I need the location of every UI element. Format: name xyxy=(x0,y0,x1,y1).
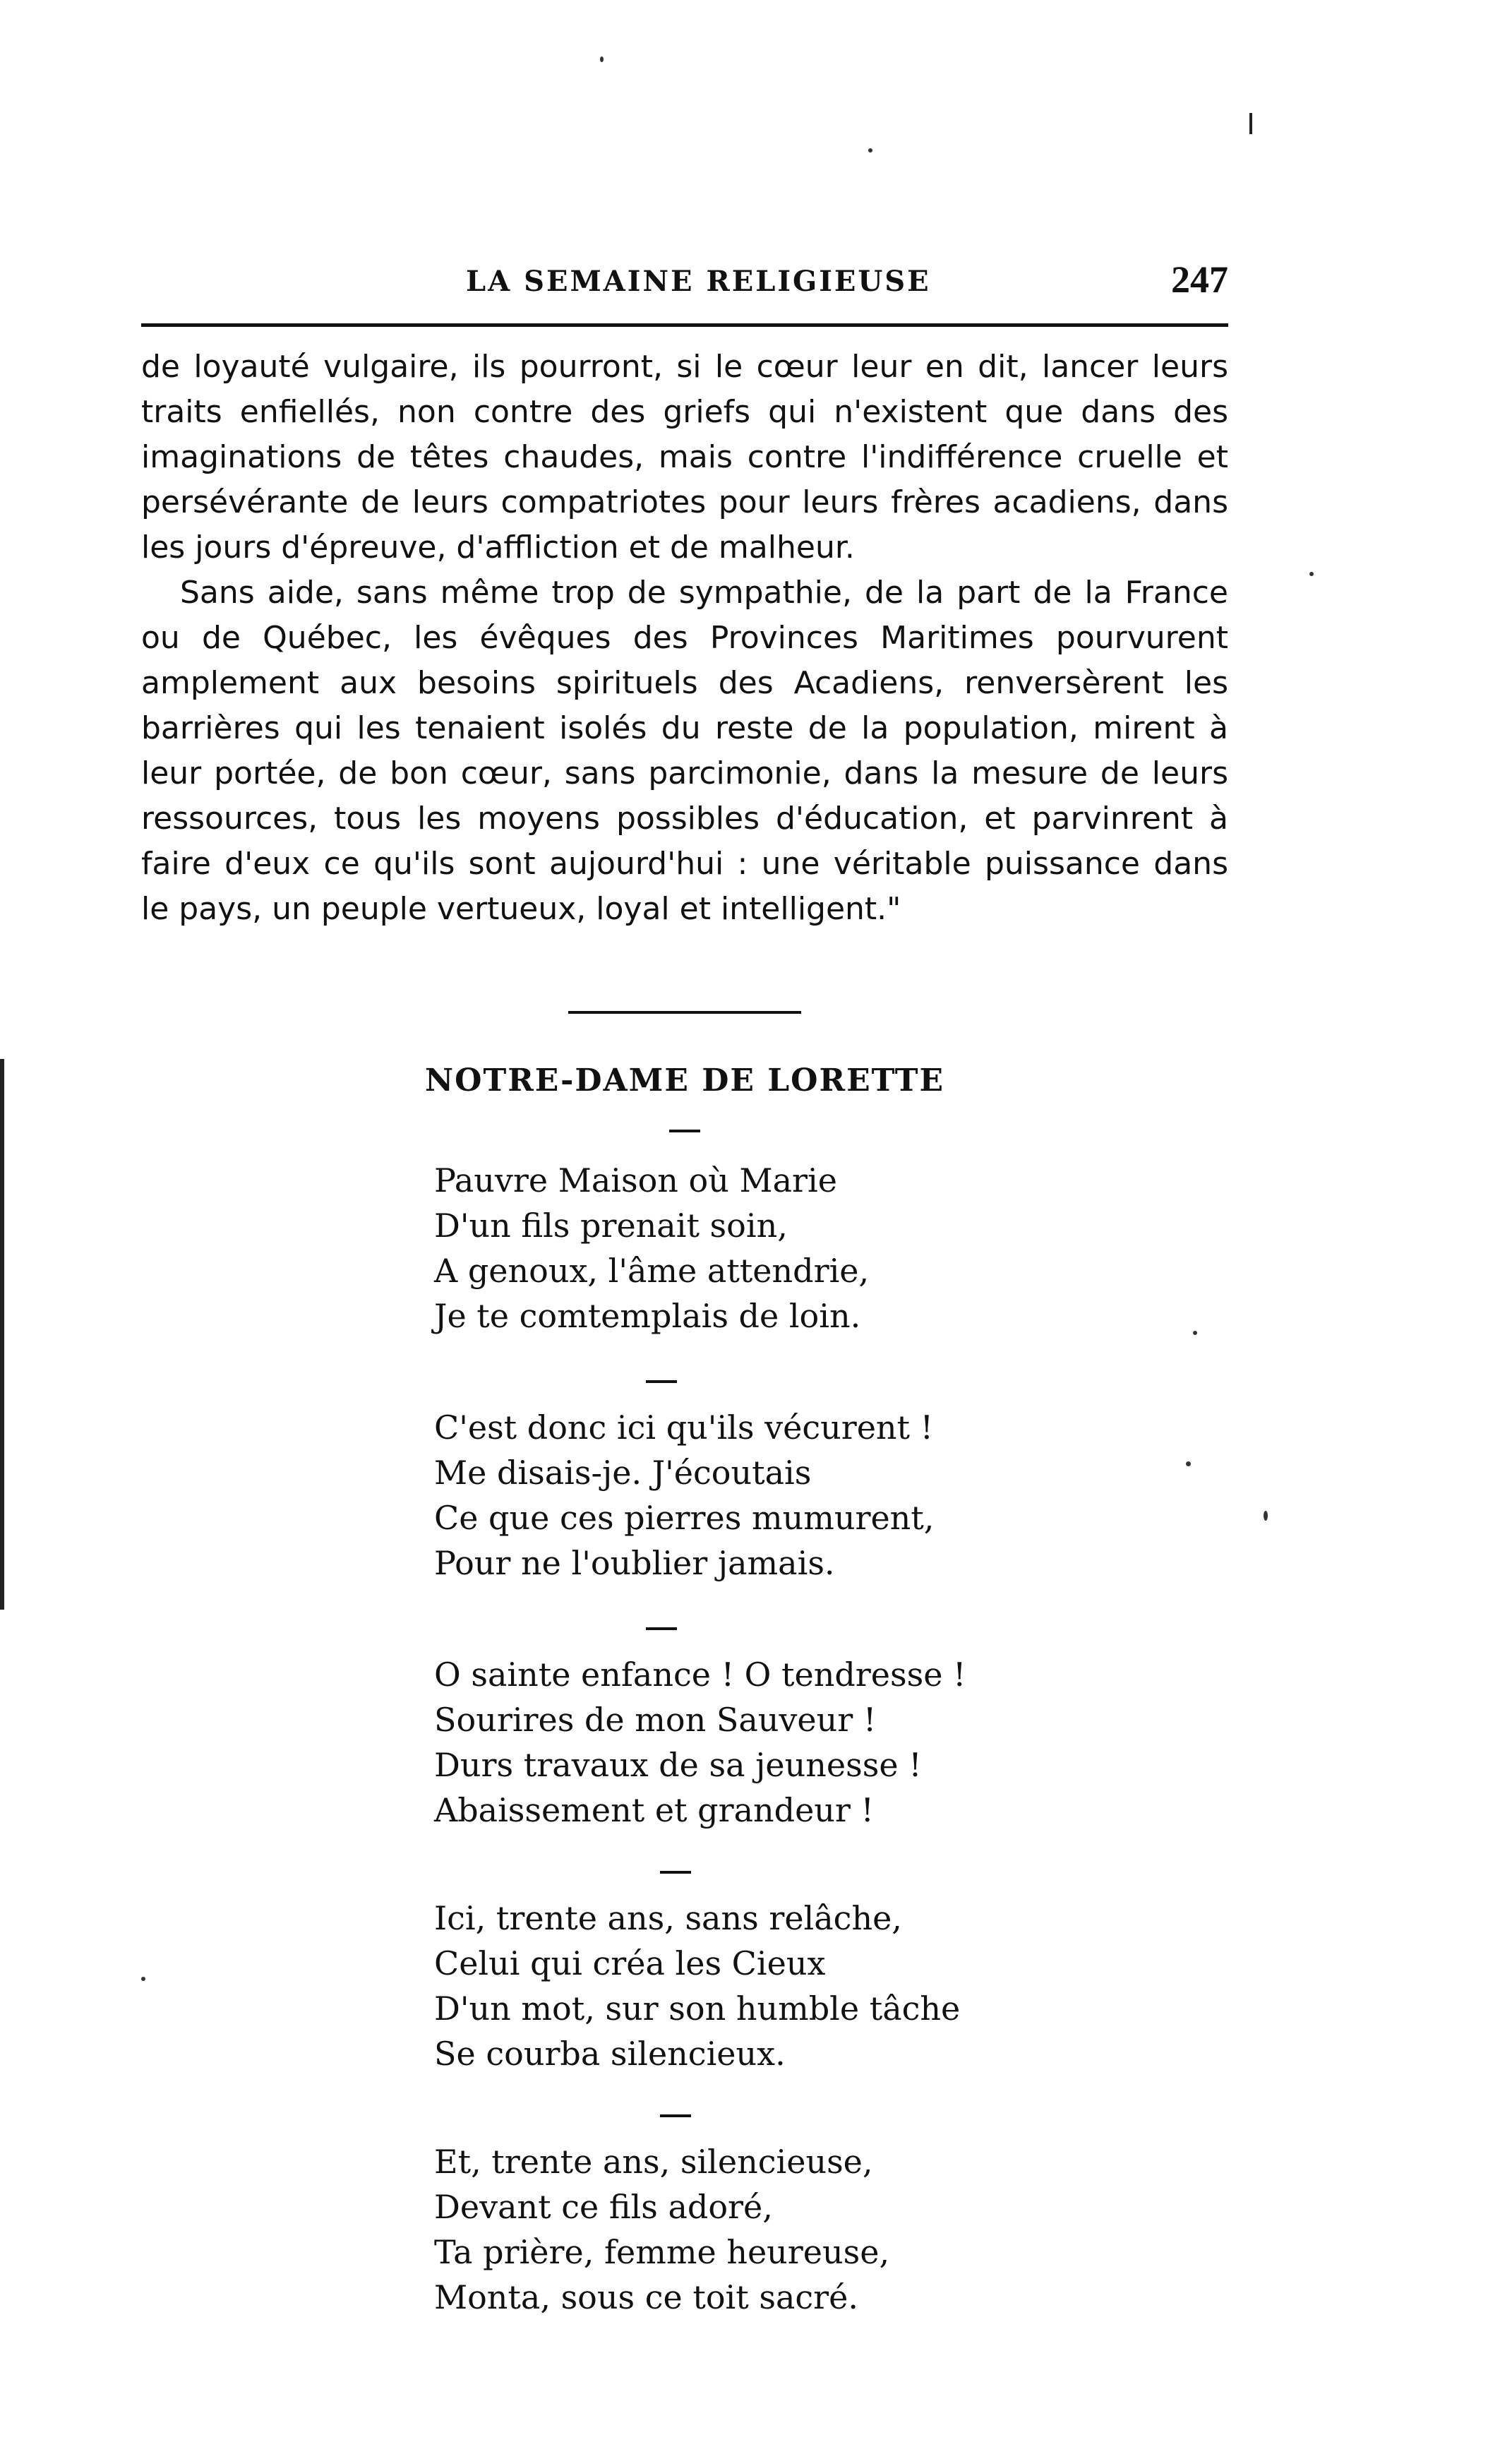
verse-line: Ta prière, femme heureuse, xyxy=(434,2233,890,2271)
verse-line: Sourires de mon Sauveur ! xyxy=(434,1701,877,1739)
stanza-4 xyxy=(434,1896,1281,2076)
verse-line: Pour ne l'oublier jamais. xyxy=(434,1544,835,1582)
verse-line: D'un mot, sur son humble tâche xyxy=(434,1989,961,2028)
scan-speck xyxy=(1264,1511,1268,1521)
verse-line: Et, trente ans, silencieuse, xyxy=(434,2143,873,2181)
scan-speck xyxy=(868,148,872,152)
verse-line: Celui qui créa les Cieux xyxy=(434,1944,826,1982)
verse-line: Ici, trente ans, sans relâche, xyxy=(434,1899,902,1937)
scan-speck xyxy=(1186,1461,1191,1466)
stanza-dash xyxy=(646,1380,677,1383)
prose-block xyxy=(141,345,1228,932)
header-rule xyxy=(141,323,1228,327)
verse-line: Abaissement et grandeur ! xyxy=(434,1791,875,1829)
scan-speck xyxy=(1309,572,1314,576)
stanza-dash xyxy=(660,1871,691,1874)
verse-line: Je te comtemplais de loin. xyxy=(434,1297,861,1335)
verse-line: D'un fils prenait soin, xyxy=(434,1207,788,1245)
paragraph-acadiens: Sans aide, sans même trop de sympathie, de la part de la France ou de Québec, les évêques des Provinces Maritimes pourvurent amplement aux besoins spirituels des Acadiens, renversèrent les barrières qui les tenaient isolés du reste de la population, mirent à leur portée, de bon cœur, sans parcimonie, dans la mesure de leurs ressources, tous les moyens possibles d'éducation, et parvinrent à faire d'eux ce qu'ils sont aujourd'hui : une véritable puissance dans le pays, un peuple vertueux, loyal et intelligent." xyxy=(141,575,1228,927)
scan-speck xyxy=(141,1977,145,1981)
verse-line: Ce que ces pierres mumurent, xyxy=(434,1499,935,1537)
stanza-5 xyxy=(434,2139,1281,2320)
verse-line: C'est donc ici qu'ils vécurent ! xyxy=(434,1408,934,1447)
running-head xyxy=(141,258,1228,307)
verse-line: Durs travaux de sa jeunesse ! xyxy=(434,1746,922,1784)
page-number: 247 xyxy=(1171,258,1228,301)
stanza-dash xyxy=(660,2114,691,2117)
stanza-3 xyxy=(434,1652,1281,1833)
verse-line: A genoux, l'âme attendrie, xyxy=(434,1252,870,1290)
stanza-2 xyxy=(434,1405,1281,1586)
running-title: LA SEMAINE RELIGIEUSE xyxy=(466,265,931,298)
verse-line: Monta, sous ce toit sacré. xyxy=(434,2278,858,2316)
verse-line: Me disais-je. J'écoutais xyxy=(434,1454,812,1492)
scan-edge-shadow xyxy=(0,1059,4,1610)
scan-mark xyxy=(1249,113,1252,134)
verse-line: Devant ce fils adoré, xyxy=(434,2188,773,2226)
stanza-dash xyxy=(669,1130,700,1132)
section-divider xyxy=(568,1011,801,1014)
stanza-dash xyxy=(646,1627,677,1630)
stanza-1 xyxy=(434,1158,1281,1339)
paragraph-continued: de loyauté vulgaire, ils pourront, si le cœur leur en dit, lancer leurs traits enfiellés, non contre des griefs qui n'existent que dans des imaginations de têtes chaudes, mais contre l'indifférence cruelle et persévérante de leurs compatriotes pour leurs frères acadiens, dans les jours d'épreuve, d'affliction et de malheur. xyxy=(141,349,1228,565)
verse-line: Se courba silencieux. xyxy=(434,2035,786,2073)
verse-line: Pauvre Maison où Marie xyxy=(434,1161,837,1199)
scan-speck xyxy=(600,56,604,62)
poem-title: NOTRE-DAME DE LORETTE xyxy=(424,1063,945,1099)
scan-speck xyxy=(1193,1331,1197,1335)
verse-line: O sainte enfance ! O tendresse ! xyxy=(434,1656,966,1694)
